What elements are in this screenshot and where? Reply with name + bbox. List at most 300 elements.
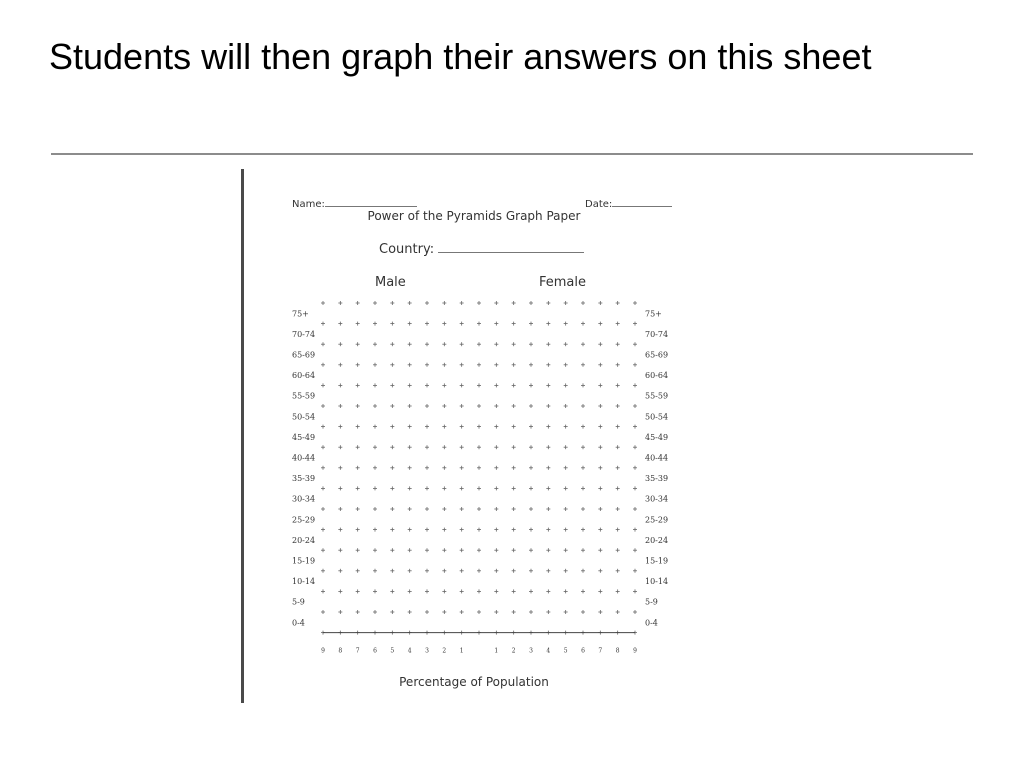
grid-cross [633, 610, 637, 614]
grid-cross [616, 445, 620, 449]
grid-cross [494, 301, 498, 305]
grid-cross [460, 322, 464, 326]
grid-cross [633, 507, 637, 511]
grid-cross [338, 301, 342, 305]
grid-cross [598, 322, 602, 326]
age-label-left: 15-19 [292, 556, 316, 566]
grid-cross [581, 363, 585, 367]
age-label-left: 50-54 [292, 412, 316, 422]
grid-cross [581, 589, 585, 593]
grid-cross [616, 342, 620, 346]
grid-cross [546, 404, 550, 408]
grid-cross [408, 589, 412, 593]
grid-cross [512, 486, 516, 490]
grid-cross [512, 445, 516, 449]
grid-cross [390, 363, 394, 367]
grid-cross [356, 466, 360, 470]
grid-cross [633, 404, 637, 408]
grid-cross [356, 404, 360, 408]
grid-cross [408, 486, 412, 490]
grid-cross [546, 589, 550, 593]
grid-cross [442, 301, 446, 305]
grid-cross [564, 610, 568, 614]
grid-cross [477, 548, 481, 552]
grid-cross [321, 301, 325, 305]
grid-cross [338, 528, 342, 532]
grid-cross [373, 548, 377, 552]
grid-cross [477, 342, 481, 346]
grid-cross [581, 466, 585, 470]
grid-cross [338, 610, 342, 614]
grid-cross [616, 301, 620, 305]
grid-cross [460, 507, 464, 511]
grid-cross [616, 363, 620, 367]
grid-cross [425, 342, 429, 346]
grid-cross [633, 466, 637, 470]
grid-cross [598, 507, 602, 511]
country-label: Country: [379, 242, 435, 257]
grid-cross [564, 589, 568, 593]
grid-cross [512, 610, 516, 614]
x-tick-label: 8 [338, 647, 343, 655]
grid-cross [598, 610, 602, 614]
grid-cross [564, 486, 568, 490]
x-tick-label: 5 [563, 647, 568, 655]
grid-cross [373, 342, 377, 346]
grid-cross [477, 507, 481, 511]
grid-cross [598, 486, 602, 490]
grid-cross [408, 466, 412, 470]
grid-cross [581, 548, 585, 552]
grid-cross [512, 363, 516, 367]
grid-cross [512, 528, 516, 532]
grid-cross [460, 425, 464, 429]
grid-cross [390, 528, 394, 532]
grid-cross [425, 425, 429, 429]
grid-cross [633, 322, 637, 326]
grid-cross [529, 383, 533, 387]
grid-cross [408, 548, 412, 552]
title-divider [51, 153, 973, 155]
grid-cross [633, 363, 637, 367]
grid-cross [356, 383, 360, 387]
grid-cross [390, 486, 394, 490]
grid-cross [564, 507, 568, 511]
slide-title: Students will then graph their answers on this sheet [49, 36, 872, 77]
grid-cross [373, 322, 377, 326]
grid-cross [338, 507, 342, 511]
age-label-right: 20-24 [645, 535, 669, 545]
grid-cross [442, 383, 446, 387]
grid-cross [564, 322, 568, 326]
grid-cross [408, 383, 412, 387]
grid-cross [581, 342, 585, 346]
grid-cross [494, 383, 498, 387]
grid-cross [546, 425, 550, 429]
grid-cross [408, 569, 412, 573]
grid-cross [633, 342, 637, 346]
grid-cross [321, 322, 325, 326]
grid-cross [494, 363, 498, 367]
grid-cross [321, 486, 325, 490]
grid-cross [564, 383, 568, 387]
grid-cross [494, 548, 498, 552]
grid-cross [494, 322, 498, 326]
grid-cross [581, 404, 585, 408]
grid-cross [373, 301, 377, 305]
grid-cross [442, 569, 446, 573]
grid-cross [529, 322, 533, 326]
grid-cross [442, 363, 446, 367]
grid-cross [477, 445, 481, 449]
grid-cross [338, 466, 342, 470]
grid-cross [529, 610, 533, 614]
grid-cross [425, 363, 429, 367]
date-label: Date: [585, 199, 613, 210]
grid-cross [356, 363, 360, 367]
grid-cross [581, 569, 585, 573]
grid-cross [338, 486, 342, 490]
grid-cross [425, 466, 429, 470]
grid-cross [425, 589, 429, 593]
grid-cross [494, 528, 498, 532]
grid-cross [425, 528, 429, 532]
grid-cross [512, 383, 516, 387]
grid-cross [373, 589, 377, 593]
grid-cross [633, 425, 637, 429]
age-label-right: 60-64 [645, 371, 669, 381]
grid-cross [442, 589, 446, 593]
grid-cross [546, 301, 550, 305]
grid-cross [494, 466, 498, 470]
grid-cross [598, 548, 602, 552]
grid-cross [477, 404, 481, 408]
grid-cross [373, 404, 377, 408]
grid-cross [390, 445, 394, 449]
x-tick-label: 6 [373, 647, 377, 655]
x-tick-label: 9 [633, 647, 637, 655]
grid-cross [477, 466, 481, 470]
grid-cross [633, 589, 637, 593]
grid-cross [598, 301, 602, 305]
grid-cross [564, 548, 568, 552]
grid-cross [633, 445, 637, 449]
grid-cross [373, 383, 377, 387]
age-label-right: 55-59 [645, 391, 669, 401]
grid-cross [546, 528, 550, 532]
grid-cross [321, 342, 325, 346]
grid-cross [546, 569, 550, 573]
grid-cross [442, 528, 446, 532]
grid-cross [529, 445, 533, 449]
grid-cross [356, 569, 360, 573]
grid-cross [494, 507, 498, 511]
grid-cross [512, 425, 516, 429]
grid-cross [373, 425, 377, 429]
male-heading: Male [375, 275, 406, 290]
grid-cross [598, 342, 602, 346]
grid-cross [321, 425, 325, 429]
grid-cross [494, 425, 498, 429]
age-label-right: 70-74 [645, 329, 669, 339]
grid-cross [564, 569, 568, 573]
grid-cross [564, 466, 568, 470]
grid-cross [616, 383, 620, 387]
grid-cross [442, 445, 446, 449]
grid-cross [512, 342, 516, 346]
grid-cross [477, 383, 481, 387]
grid-cross [373, 507, 377, 511]
grid-cross [408, 425, 412, 429]
grid-cross [633, 383, 637, 387]
grid-cross [477, 569, 481, 573]
grid-cross [460, 363, 464, 367]
grid-cross [460, 589, 464, 593]
grid-cross [390, 425, 394, 429]
grid-cross [390, 548, 394, 552]
grid-cross [356, 322, 360, 326]
grid-cross [477, 301, 481, 305]
grid-cross [460, 528, 464, 532]
grid-cross [460, 445, 464, 449]
x-tick-label: 1 [459, 647, 464, 655]
age-label-right: 40-44 [645, 453, 669, 463]
grid-cross [390, 301, 394, 305]
grid-cross [356, 301, 360, 305]
grid-cross [321, 589, 325, 593]
age-label-left: 40-44 [292, 453, 316, 463]
grid-cross [512, 404, 516, 408]
grid-cross [425, 404, 429, 408]
age-label-left: 75+ [292, 309, 309, 319]
grid-cross [338, 569, 342, 573]
grid-cross [390, 569, 394, 573]
age-label-left: 35-39 [292, 474, 316, 484]
grid-cross [564, 445, 568, 449]
grid-cross [442, 425, 446, 429]
grid-cross [442, 466, 446, 470]
grid-cross [338, 589, 342, 593]
grid-cross [616, 610, 620, 614]
grid-cross [598, 445, 602, 449]
age-label-right: 35-39 [645, 474, 669, 484]
x-tick-label: 2 [511, 647, 516, 655]
grid-cross [494, 610, 498, 614]
grid-cross [581, 301, 585, 305]
grid-cross [546, 445, 550, 449]
age-label-right: 45-49 [645, 432, 669, 442]
grid-cross [546, 466, 550, 470]
grid-cross [321, 404, 325, 408]
x-tick-label: 4 [546, 647, 551, 655]
grid-cross [546, 342, 550, 346]
grid-cross [338, 548, 342, 552]
grid-cross [356, 589, 360, 593]
grid-cross [598, 569, 602, 573]
pyramid-graph-grid [244, 169, 704, 703]
grid-cross [425, 610, 429, 614]
grid-cross [633, 301, 637, 305]
grid-cross [321, 569, 325, 573]
x-tick-label: 7 [598, 647, 603, 655]
grid-cross [529, 507, 533, 511]
grid-cross [460, 569, 464, 573]
grid-cross [373, 610, 377, 614]
worksheet-image [244, 169, 704, 703]
age-label-left: 25-29 [292, 515, 316, 525]
grid-cross [390, 404, 394, 408]
grid-cross [373, 528, 377, 532]
age-label-right: 10-14 [645, 577, 669, 587]
grid-cross [408, 322, 412, 326]
grid-cross [373, 445, 377, 449]
age-label-left: 30-34 [292, 494, 316, 504]
grid-cross [390, 466, 394, 470]
grid-cross [529, 301, 533, 305]
grid-cross [477, 589, 481, 593]
grid-cross [425, 486, 429, 490]
grid-cross [321, 445, 325, 449]
grid-cross [546, 507, 550, 511]
x-tick-label: 9 [321, 647, 325, 655]
grid-cross [598, 404, 602, 408]
grid-cross [390, 383, 394, 387]
grid-cross [512, 548, 516, 552]
grid-cross [477, 322, 481, 326]
grid-cross [512, 569, 516, 573]
grid-cross [546, 548, 550, 552]
grid-cross [442, 342, 446, 346]
x-tick-label: 3 [425, 647, 429, 655]
age-label-right: 15-19 [645, 556, 669, 566]
grid-cross [633, 548, 637, 552]
grid-cross [564, 301, 568, 305]
grid-cross [442, 404, 446, 408]
grid-cross [425, 445, 429, 449]
grid-cross [425, 507, 429, 511]
grid-cross [581, 383, 585, 387]
grid-cross [512, 507, 516, 511]
grid-cross [356, 548, 360, 552]
x-tick-label: 7 [355, 647, 360, 655]
grid-cross [460, 610, 464, 614]
grid-cross [598, 466, 602, 470]
grid-cross [373, 569, 377, 573]
grid-cross [356, 486, 360, 490]
grid-cross [442, 610, 446, 614]
grid-cross [477, 528, 481, 532]
grid-cross [512, 322, 516, 326]
grid-cross [425, 548, 429, 552]
grid-cross [356, 610, 360, 614]
grid-cross [356, 507, 360, 511]
grid-cross [529, 363, 533, 367]
age-label-left: 45-49 [292, 432, 316, 442]
grid-cross [390, 610, 394, 614]
grid-cross [373, 466, 377, 470]
grid-cross [338, 322, 342, 326]
age-label-right: 25-29 [645, 515, 669, 525]
grid-cross [564, 404, 568, 408]
x-tick-label: 5 [390, 647, 395, 655]
grid-cross [390, 342, 394, 346]
grid-cross [494, 445, 498, 449]
age-label-right: 0-4 [645, 618, 658, 628]
grid-cross [477, 425, 481, 429]
grid-cross [546, 486, 550, 490]
grid-cross [512, 589, 516, 593]
grid-cross [598, 383, 602, 387]
grid-cross [598, 363, 602, 367]
grid-cross [616, 569, 620, 573]
grid-cross [460, 486, 464, 490]
grid-cross [442, 548, 446, 552]
grid-cross [408, 363, 412, 367]
grid-cross [616, 486, 620, 490]
age-label-left: 65-69 [292, 350, 316, 360]
grid-cross [460, 548, 464, 552]
grid-cross [460, 342, 464, 346]
age-label-right: 5-9 [645, 597, 658, 607]
grid-cross [442, 486, 446, 490]
grid-cross [425, 301, 429, 305]
age-label-left: 10-14 [292, 577, 316, 587]
grid-cross [460, 301, 464, 305]
grid-cross [581, 507, 585, 511]
grid-cross [581, 322, 585, 326]
grid-cross [408, 342, 412, 346]
age-label-right: 75+ [645, 309, 662, 319]
grid-cross [477, 363, 481, 367]
grid-cross [616, 528, 620, 532]
grid-cross [425, 569, 429, 573]
grid-cross [529, 466, 533, 470]
grid-cross [512, 301, 516, 305]
age-label-left: 5-9 [292, 597, 305, 607]
grid-cross [338, 363, 342, 367]
x-tick-label: 3 [529, 647, 533, 655]
grid-cross [338, 342, 342, 346]
grid-cross [425, 383, 429, 387]
grid-cross [616, 507, 620, 511]
grid-cross [494, 569, 498, 573]
grid-cross [321, 363, 325, 367]
grid-cross [390, 589, 394, 593]
grid-cross [529, 404, 533, 408]
grid-cross [598, 425, 602, 429]
grid-cross [408, 404, 412, 408]
grid-cross [390, 507, 394, 511]
grid-cross [529, 528, 533, 532]
grid-cross [408, 507, 412, 511]
grid-cross [494, 486, 498, 490]
grid-cross [321, 610, 325, 614]
female-heading: Female [539, 275, 587, 290]
grid-cross [616, 425, 620, 429]
grid-cross [321, 548, 325, 552]
grid-cross [338, 445, 342, 449]
grid-cross [581, 425, 585, 429]
grid-cross [356, 445, 360, 449]
grid-cross [616, 548, 620, 552]
grid-cross [564, 425, 568, 429]
grid-cross [494, 404, 498, 408]
grid-cross [529, 548, 533, 552]
grid-cross [494, 589, 498, 593]
grid-cross [598, 528, 602, 532]
age-label-right: 30-34 [645, 494, 669, 504]
grid-cross [356, 528, 360, 532]
